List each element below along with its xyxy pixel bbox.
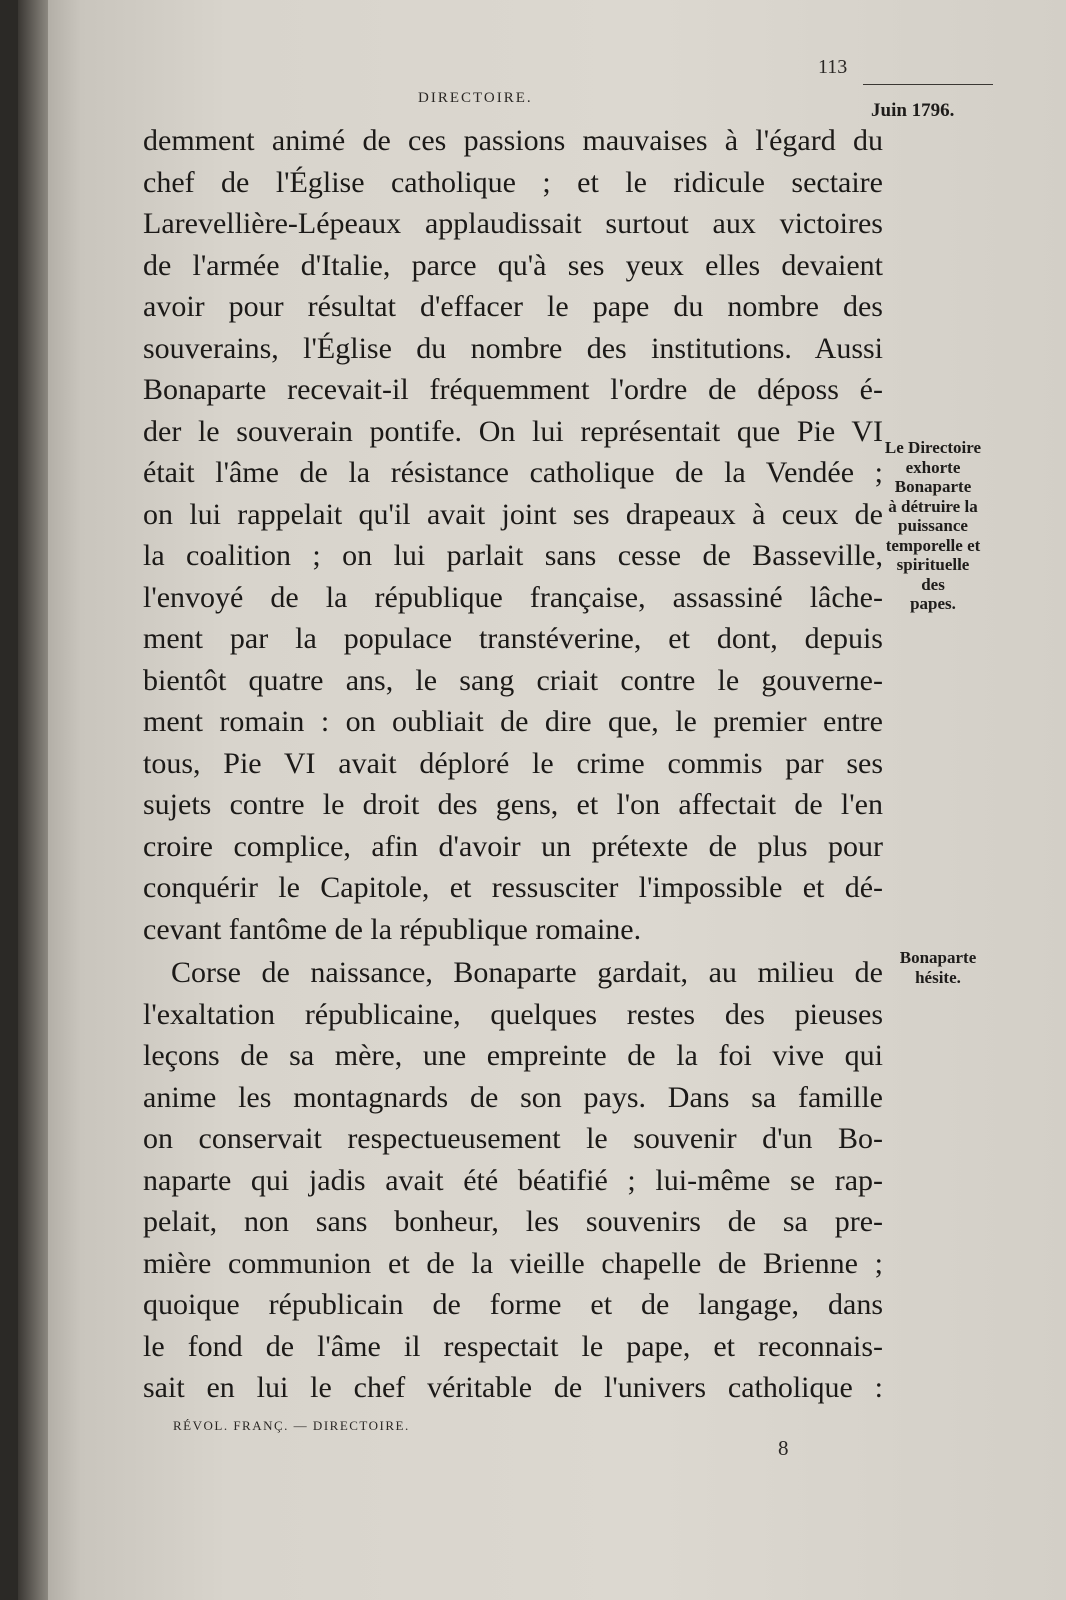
text-line: demment animé de ces passions mauvaises à l'égard du — [143, 124, 883, 157]
margin-note-line: Bonaparte — [899, 948, 977, 967]
text-line: croire complice, afin d'avoir un prétexte de plus pour — [143, 829, 883, 863]
date-margin-note: Juin 1796. — [871, 100, 955, 121]
text-line: tous, Pie VI avait déploré le crime commis par ses — [143, 746, 883, 780]
text-line: était l'âme de la résistance catholique de la Vendée ; — [143, 456, 883, 489]
margin-note-line: puissance — [898, 516, 968, 535]
text-line: souverains, l'Église du nombre des institutions. Aussi — [143, 331, 883, 365]
margin-note-bonaparte — [868, 948, 1008, 987]
text-line: quoique républicain de forme et de langage, dans — [143, 1288, 883, 1321]
margin-note-line: Bonaparte — [894, 477, 972, 496]
text-line: Larevellière-Lépeaux applaudissait surtout aux victoires — [143, 207, 883, 240]
text-line: sujets contre le droit des gens, et l'on affectait de l'en — [143, 788, 883, 821]
text-line: pelait, non sans bonheur, les souvenirs de sa pre- — [143, 1205, 883, 1238]
text-line: ment par la populace transtéverine, et dont, depuis — [143, 622, 883, 655]
text-line: avoir pour résultat d'effacer le pape du nombre des — [143, 290, 883, 323]
margin-note-line: papes. — [910, 594, 956, 613]
text-line: naparte qui jadis avait été béatifié ; lui-même se rap- — [143, 1163, 883, 1197]
text-line: Corse de naissance, Bonaparte gardait, au milieu de — [171, 956, 883, 989]
text-line: sait en lui le chef véritable de l'univers catholique : — [143, 1371, 883, 1404]
margin-note-line: à détruire la — [888, 496, 978, 516]
text-line: chef de l'Église catholique ; et le ridicule sectaire — [143, 165, 883, 199]
text-line: leçons de sa mère, une empreinte de la foi vive qui — [143, 1039, 883, 1072]
book-page — [18, 0, 1066, 1600]
text-line: l'exaltation républicaine, quelques restes des pieuses — [143, 997, 883, 1031]
text-line: on conservait respectueusement le souvenir d'un Bo- — [143, 1122, 883, 1155]
margin-note-directoire — [863, 438, 1003, 614]
margin-note-line: temporelle et — [885, 535, 981, 555]
text-line: la coalition ; on lui parlait sans cesse de Basseville, — [143, 539, 883, 572]
text-line: Bonaparte recevait-il fréquemment l'ordre de déposs é- — [143, 373, 883, 406]
text-line: cevant fantôme de la république romaine. — [143, 912, 642, 946]
text-line: anime les montagnards de son pays. Dans sa famille — [143, 1080, 883, 1114]
text-line: l'envoyé de la république française, assassiné lâche- — [143, 580, 883, 614]
paragraph-2 — [143, 952, 883, 1409]
text-line: mière communion et de la vieille chapelle de Brienne ; — [143, 1246, 883, 1280]
margin-note-line: des — [921, 574, 945, 594]
margin-note-line: exhorte — [905, 457, 961, 477]
text-line: der le souverain pontife. On lui représentait que Pie VI — [143, 414, 883, 448]
text-line: on lui rappelait qu'il avait joint ses drapeaux à ceux de — [143, 497, 883, 531]
text-line: bientôt quatre ans, le sang criait contre le gouverne- — [143, 663, 883, 697]
margin-note-line: spirituelle — [896, 555, 970, 574]
text-line: conquérir le Capitole, et ressusciter l'impossible et dé- — [143, 871, 883, 904]
page-gutter — [18, 0, 48, 1600]
page-number: 113 — [818, 56, 848, 78]
text-line: de l'armée d'Italie, parce qu'à ses yeux elles devaient — [143, 248, 883, 282]
running-head: DIRECTOIRE. — [418, 90, 533, 106]
footer-signature-number: 8 — [778, 1436, 789, 1460]
margin-note-line: hésite. — [915, 967, 961, 987]
header-rule — [863, 84, 993, 85]
margin-note-line: Le Directoire — [884, 438, 982, 457]
text-line: ment romain : on oubliait de dire que, le premier entre — [143, 705, 883, 738]
text-line: le fond de l'âme il respectait le pape, et reconnais- — [143, 1329, 883, 1363]
paragraph-1 — [143, 120, 883, 950]
footer-signature: RÉVOL. FRANÇ. — DIRECTOIRE. — [173, 1418, 410, 1433]
body-text — [143, 120, 883, 1409]
